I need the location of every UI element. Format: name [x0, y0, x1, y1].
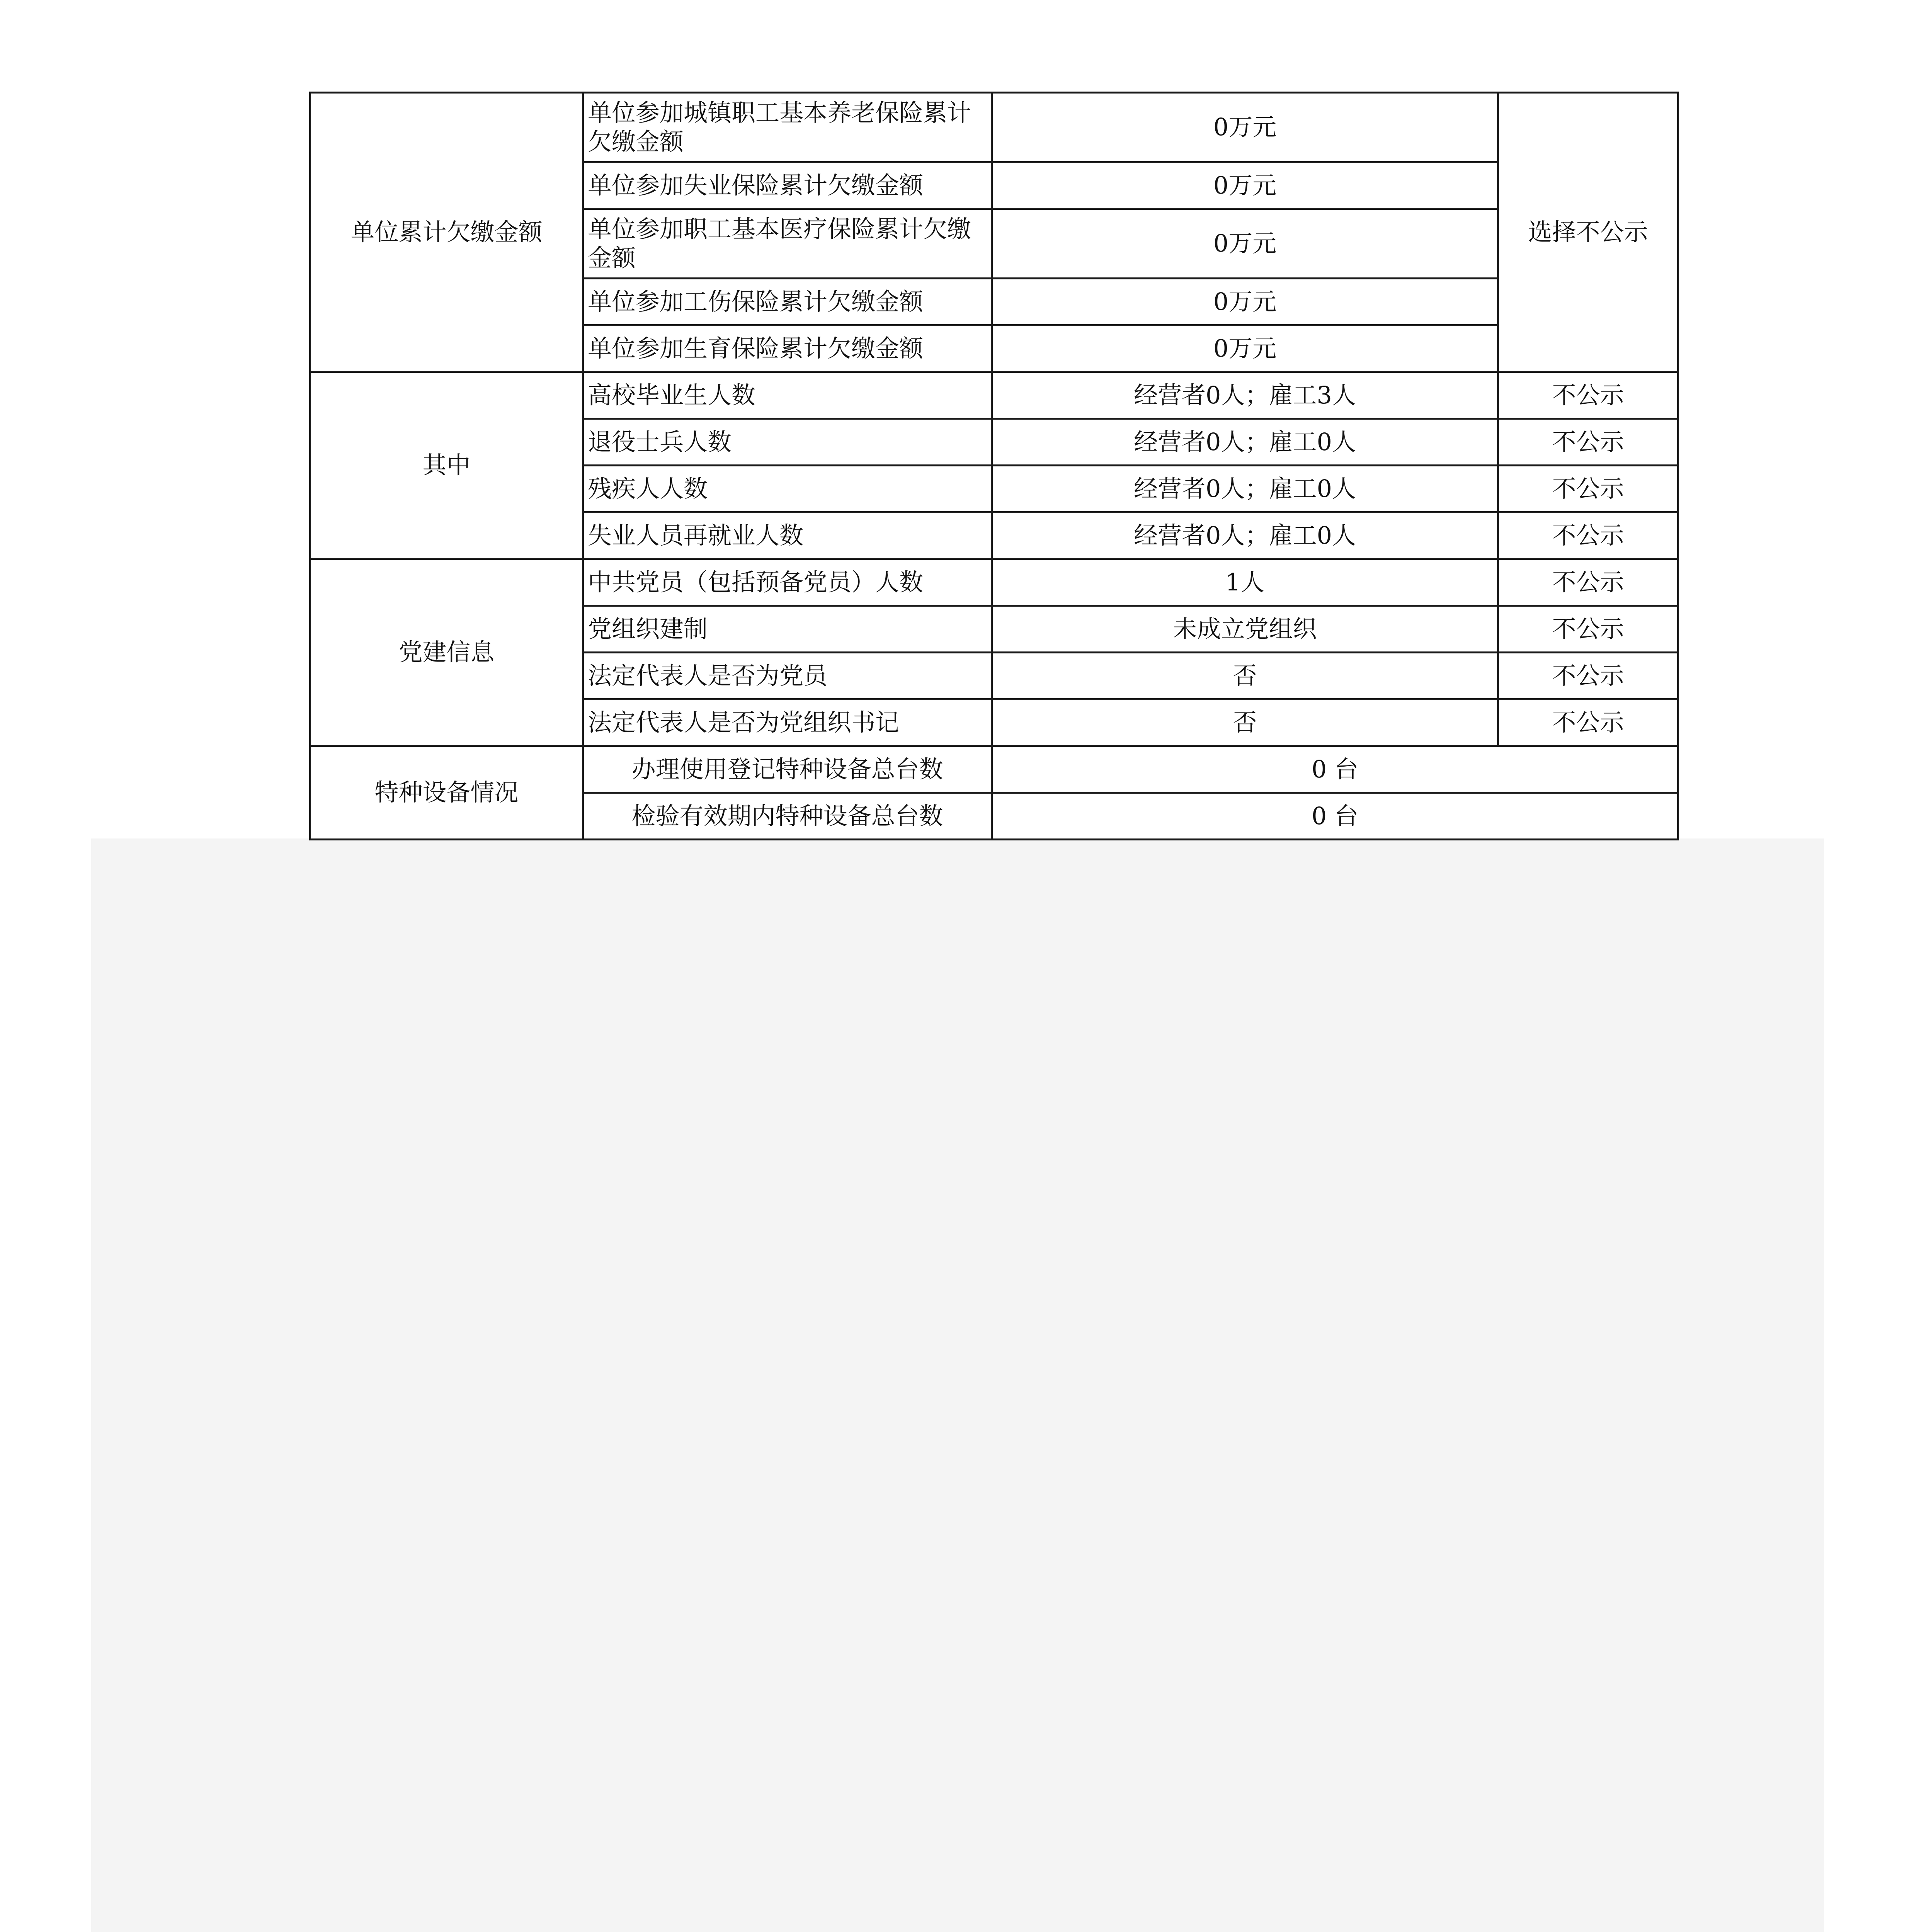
table-row [310, 93, 1678, 162]
row-value: 否 [992, 699, 1498, 746]
publicity-status: 不公示 [1498, 512, 1678, 559]
publicity-status-arrears: 选择不公示 [1498, 93, 1678, 372]
row-label: 办理使用登记特种设备总台数 [583, 746, 992, 793]
row-value: 0 台 [992, 746, 1678, 793]
row-label: 退役士兵人数 [583, 419, 992, 466]
enterprise-info-table [309, 92, 1679, 840]
row-label: 高校毕业生人数 [583, 372, 992, 419]
publicity-status: 不公示 [1498, 419, 1678, 466]
row-label: 单位参加失业保险累计欠缴金额 [583, 162, 992, 209]
publicity-status: 不公示 [1498, 653, 1678, 699]
table-row [310, 372, 1678, 419]
row-label: 法定代表人是否为党组织书记 [583, 699, 992, 746]
row-value: 0万元 [992, 209, 1498, 279]
row-value: 经营者0人；雇工0人 [992, 512, 1498, 559]
row-label: 法定代表人是否为党员 [583, 653, 992, 699]
row-value: 1人 [992, 559, 1498, 606]
row-label: 失业人员再就业人数 [583, 512, 992, 559]
table-row [310, 559, 1678, 606]
row-value: 经营者0人；雇工3人 [992, 372, 1498, 419]
group-label-equipment: 特种设备情况 [310, 746, 583, 840]
publicity-status: 不公示 [1498, 372, 1678, 419]
row-label: 中共党员（包括预备党员）人数 [583, 559, 992, 606]
page-background-area [91, 838, 1824, 1932]
row-label: 单位参加城镇职工基本养老保险累计欠缴金额 [583, 93, 992, 162]
row-label: 检验有效期内特种设备总台数 [583, 793, 992, 840]
row-label: 党组织建制 [583, 606, 992, 653]
row-value: 经营者0人；雇工0人 [992, 419, 1498, 466]
publicity-status: 不公示 [1498, 559, 1678, 606]
row-value: 未成立党组织 [992, 606, 1498, 653]
publicity-status: 不公示 [1498, 466, 1678, 512]
row-value: 0万元 [992, 162, 1498, 209]
group-label-arrears: 单位累计欠缴金额 [310, 93, 583, 372]
table-row [310, 746, 1678, 793]
row-value: 0万元 [992, 279, 1498, 325]
row-value: 0 台 [992, 793, 1678, 840]
publicity-status: 不公示 [1498, 699, 1678, 746]
row-value: 0万元 [992, 325, 1498, 372]
group-label-among: 其中 [310, 372, 583, 559]
row-value: 否 [992, 653, 1498, 699]
publicity-status: 不公示 [1498, 606, 1678, 653]
row-value: 0万元 [992, 93, 1498, 162]
row-value: 经营者0人；雇工0人 [992, 466, 1498, 512]
group-label-party: 党建信息 [310, 559, 583, 746]
row-label: 单位参加工伤保险累计欠缴金额 [583, 279, 992, 325]
row-label: 单位参加职工基本医疗保险累计欠缴金额 [583, 209, 992, 279]
row-label: 单位参加生育保险累计欠缴金额 [583, 325, 992, 372]
row-label: 残疾人人数 [583, 466, 992, 512]
